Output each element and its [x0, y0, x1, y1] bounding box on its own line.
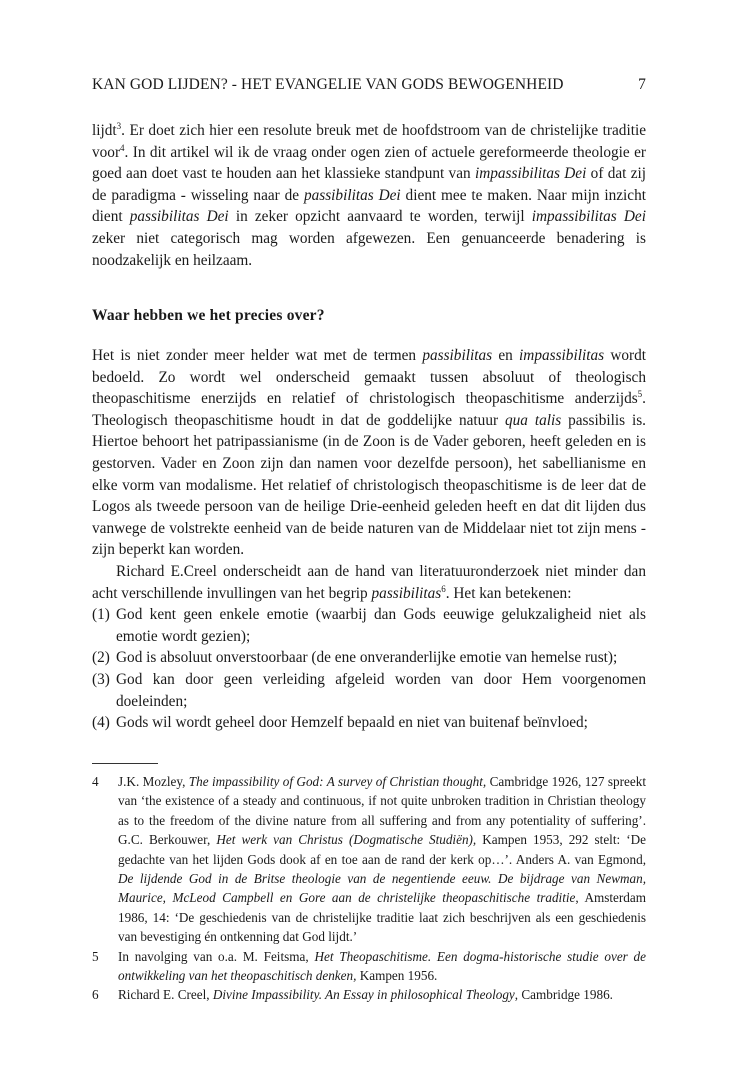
footnote-divider	[92, 763, 158, 764]
footnote-number: 5	[92, 948, 99, 964]
italic-term: impassibilitas Dei	[531, 208, 646, 226]
text-run: , Cambridge 1986.	[514, 987, 613, 1003]
footnote-ref-5: 5	[637, 389, 643, 400]
list-item-text: Gods wil wordt geheel door Hemzelf bepaald en niet van buitenaf beïnvloed;	[116, 714, 588, 732]
text-run: J.K. Mozley,	[118, 774, 189, 789]
text-run: of dat zij de paradigma - wisseling naar de	[92, 165, 646, 204]
text-run: passibilis is. Hiertoe behoort het patripassianisme (in de Zoon is de Vader geboren, heeft geleden en is gestorven. Vader en Zoon zijn dan namen voor dezelfde persoon), het sabellianisme en elke vorm van modalisme. Het relatief of christologisch theopaschitisme is de leer dat de Logos als tweede persoon van de heilige Drie-eenheid geleden heeft en dat dit lijden dus vanwege de volstrekte eenheid van de beide naturen van de Middelaar niet tot zijn mens - zijn beperkt kan worden.	[92, 411, 646, 559]
text-run: zeker niet categorisch mag worden afgewezen. Een genuanceerde benadering is noodzakelijk en heilzaam.	[92, 229, 646, 269]
list-item	[92, 604, 646, 647]
italic-term: qua talis	[504, 411, 562, 429]
intro-paragraph	[92, 120, 646, 271]
italic-term: passibilitas	[422, 347, 493, 364]
text-run: In navolging van o.a. M. Feitsma,	[118, 948, 315, 964]
text-run: . In dit artikel wil ik de vraag onder ogen zien of actuele gereformeerde theologie er goed aan doet vast te houden aan het klassieke standpunt van	[92, 143, 646, 183]
list-item-text: God kent geen enkele emotie (waarbij dan Gods eeuwige gelukzaligheid niet als emotie wordt gezien);	[116, 606, 646, 645]
footnote-ref-6: 6	[441, 583, 446, 594]
italic-title: De lijdende God in de Britse theologie van de negentiende eeuw. De bijdrage van Newman, Maurice, McLeod Campbell en Gore aan de christelijke theopaschitische traditie	[118, 871, 646, 906]
footnote-5	[92, 947, 646, 986]
text-run: Kampen 1956.	[356, 968, 438, 984]
italic-title: The impassibility of God: A survey of Christian thought,	[188, 774, 487, 789]
section-paragraph-2	[92, 561, 646, 604]
italic-term: impassibilitas Dei	[474, 165, 587, 183]
text-run: en	[492, 347, 520, 364]
text-run: Kampen 1953, 292 stelt: ‘De gedachte van het lijden Gods dook af en toe aan de rand der kerk op…’. Anders A. van Egmond,	[118, 832, 646, 867]
italic-title: Het werk van Christus (Dogmatische Studiën),	[216, 832, 477, 848]
section-heading-block	[92, 307, 646, 325]
text-run: Cambridge 1926, 127 spreekt van ‘the existence of a steady and continuous, if not quite unbroken tradition in Christian theology as to the freedom of the divine nature from all suffering and from any potentiality of suffering’. G.C. Berkouwer,	[118, 774, 646, 848]
section-body	[92, 345, 646, 734]
list-item-number: (2)	[92, 649, 110, 667]
footnote-4	[92, 772, 646, 947]
footnote-number: 4	[92, 774, 99, 789]
text-run: Richard E.Creel onderscheidt aan de hand van literatuuronderzoek niet minder dan acht verschillende invullingen van het begrip	[92, 562, 646, 602]
list-item	[92, 647, 646, 669]
text-run: . Er doet zich hier een resolute breuk met de hoofdstroom van de christelijke traditie voor	[92, 122, 646, 161]
footnote-6	[92, 985, 646, 1004]
footnote-number: 6	[92, 987, 99, 1003]
intro-paragraph-block	[92, 120, 646, 271]
footnotes	[92, 772, 646, 1005]
text-run: Het is niet zonder meer helder wat met de termen	[92, 347, 423, 364]
section-heading: Waar hebben we het precies over?	[92, 307, 325, 324]
italic-title: Het Theopaschitisme. Een dogma-historische studie over de ontwikkeling van het theopaschitisch denken,	[118, 948, 647, 984]
footnote-ref-4: 4	[120, 142, 125, 153]
running-title: KAN GOD LIJDEN? - HET EVANGELIE VAN GODS BEWOGENHEID	[92, 76, 564, 93]
list-item-number: (4)	[92, 714, 110, 732]
text-run: Richard E. Creel,	[118, 987, 213, 1003]
text-run: . Theologisch theopaschitisme houdt in dat de goddelijke natuur	[92, 390, 646, 429]
enumerated-list	[92, 604, 646, 734]
running-header	[92, 76, 646, 98]
section-paragraph-1	[92, 345, 646, 561]
text-run: in zeker opzicht aanvaard te worden, terwijl	[228, 208, 532, 226]
list-item	[92, 712, 646, 734]
list-item-text: God kan door geen verleiding afgeleid worden van door Hem voorgenomen doeleinden;	[116, 670, 646, 710]
italic-term: impassibilitas	[519, 347, 605, 364]
list-item-text: God is absoluut onverstoorbaar (de ene onveranderlijke emotie van hemelse rust);	[116, 649, 618, 667]
list-item-number: (1)	[92, 606, 110, 624]
list-item-number: (3)	[92, 670, 110, 688]
italic-term: passibilitas	[371, 584, 442, 602]
text-run: . Het kan betekenen:	[445, 584, 572, 602]
text-run: lijdt	[92, 122, 117, 139]
italic-term: passibilitas Dei	[303, 186, 401, 204]
italic-term: passibilitas Dei	[129, 208, 229, 226]
text-run: wordt bedoeld. Zo wordt wel onderscheid gemaakt tussen absoluut of theologisch theopaschitisme enerzijds en relatief of christologisch theopaschitisme anderzijds	[92, 347, 647, 408]
list-item	[92, 669, 646, 712]
footnote-ref-3: 3	[116, 120, 122, 131]
italic-title: Divine Impassibility. An Essay in philosophical Theology	[212, 987, 515, 1003]
text-run: , Amsterdam 1986, 14: ‘De geschiedenis van de christelijke traditie laat zich beschrijven als een geschiedenis van bevestiging én ontkenning dat God lijdt.’	[118, 890, 646, 945]
page-number: 7	[638, 76, 646, 93]
text-run: dient mee te maken. Naar mijn inzicht dient	[92, 186, 646, 226]
